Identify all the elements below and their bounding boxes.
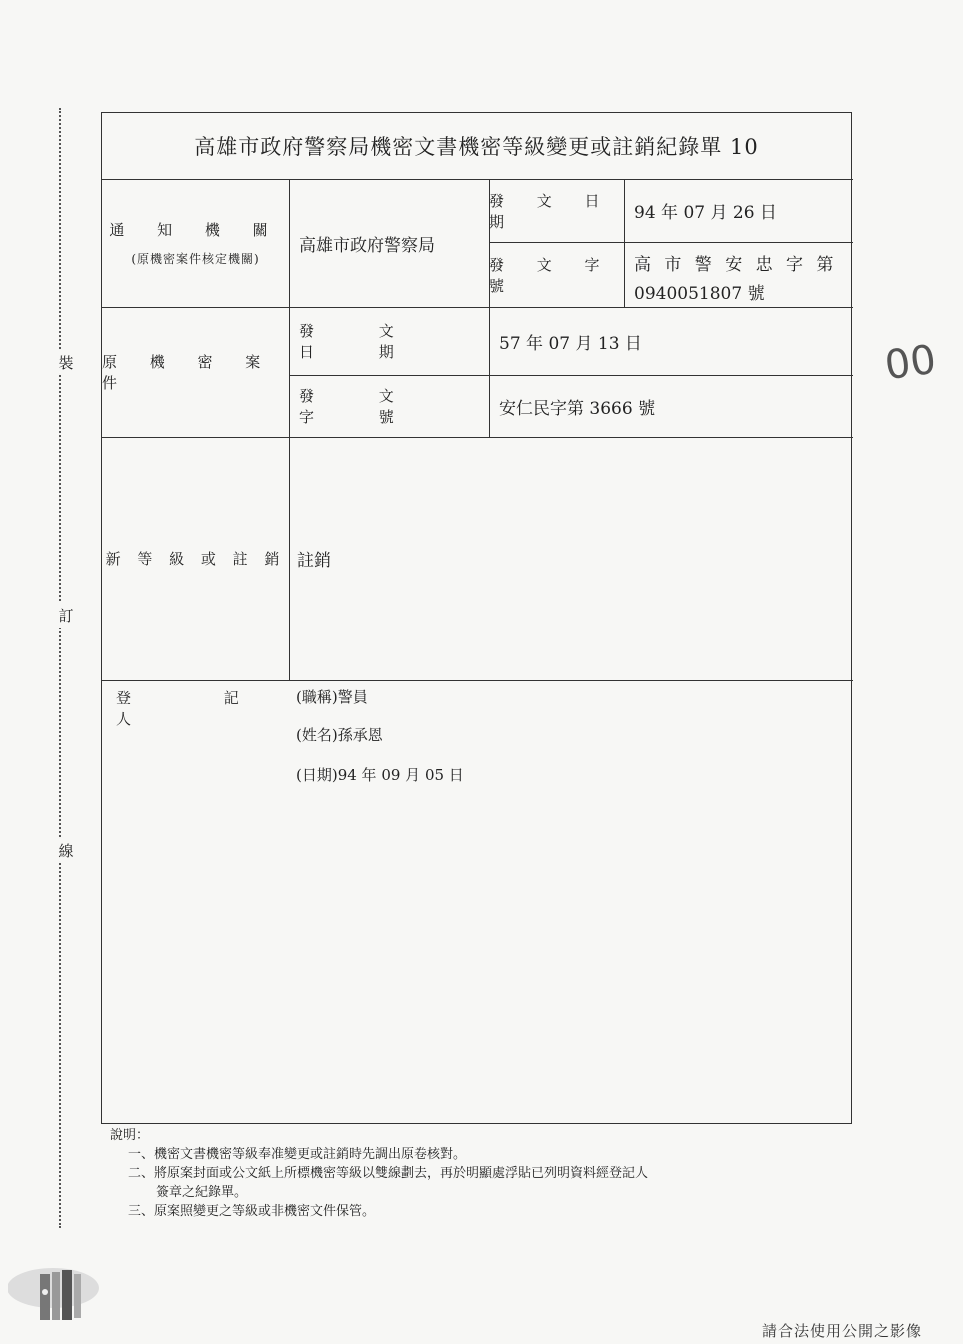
original-date-value: 57 年 07 月 13 日 [499, 333, 642, 354]
original-case-label: 原 機 密 案 件 [102, 353, 275, 392]
registrant-date: (日期)94 年 09 月 05 日 [296, 766, 464, 784]
issue-number-label: 發 文 字 號 [489, 255, 614, 295]
issue-date-label: 發 文 日 期 [489, 191, 614, 231]
notifying-agency-label-cell [102, 179, 289, 307]
original-number-value: 安仁民字第 3666 號 [499, 398, 656, 419]
notes-heading: 說明： [110, 1128, 150, 1143]
binding-mark-3: 線 [56, 838, 76, 863]
registrant-name: (姓名)孫承恩 [296, 726, 383, 744]
divider [102, 680, 853, 681]
note-item-2: 二、將原案封面或公文紙上所標機密等級以雙線劃去，再於明顯處浮貼已列明資料經登記人 [128, 1166, 649, 1181]
record-form [101, 112, 852, 1124]
note-item-1: 一、機密文書機密等級奉准變更或註銷時先調出原卷核對。 [128, 1147, 467, 1162]
explanation-notes [110, 1126, 648, 1221]
new-level-label: 新 等 級 或 註 銷 [105, 550, 286, 568]
notifying-agency-value: 高雄市政府警察局 [299, 235, 435, 256]
handwritten-mark: 00 [882, 336, 939, 390]
original-date-label: 發 文 日 期 [299, 322, 424, 361]
issue-number-value [634, 247, 853, 307]
new-level-value: 註銷 [297, 551, 331, 571]
binding-dotted-line [59, 108, 61, 1228]
notifying-agency-sublabel: (原機密案件核定機關) [131, 252, 260, 266]
registrant-title: (職稱)警員 [296, 688, 368, 706]
binding-mark-2: 訂 [56, 603, 76, 628]
note-item-2-continued: 簽章之紀錄單。 [156, 1185, 248, 1200]
issue-number-line2: 0940051807 號 [634, 284, 765, 304]
note-item-3: 三、原案照變更之等級或非機密文件保管。 [128, 1204, 376, 1219]
registrant-label: 登 記 人 [116, 689, 283, 728]
divider [289, 179, 290, 680]
issue-date-value: 94 年 07 月 26 日 [634, 203, 777, 223]
original-number-label: 發 文 字 號 [299, 387, 424, 426]
footer-notice: 請合法使用公開之影像 [762, 1322, 923, 1340]
notifying-agency-label: 通 知 機 關 [109, 221, 282, 239]
issue-number-line1: 高 市 警 安 忠 字 第 [634, 255, 838, 275]
divider [624, 179, 625, 307]
binding-mark-1: 裝 [56, 350, 76, 375]
archive-logo-icon [8, 1262, 103, 1324]
form-title: 高雄市政府警察局機密文書機密等級變更或註銷紀錄單 10 [194, 135, 759, 159]
